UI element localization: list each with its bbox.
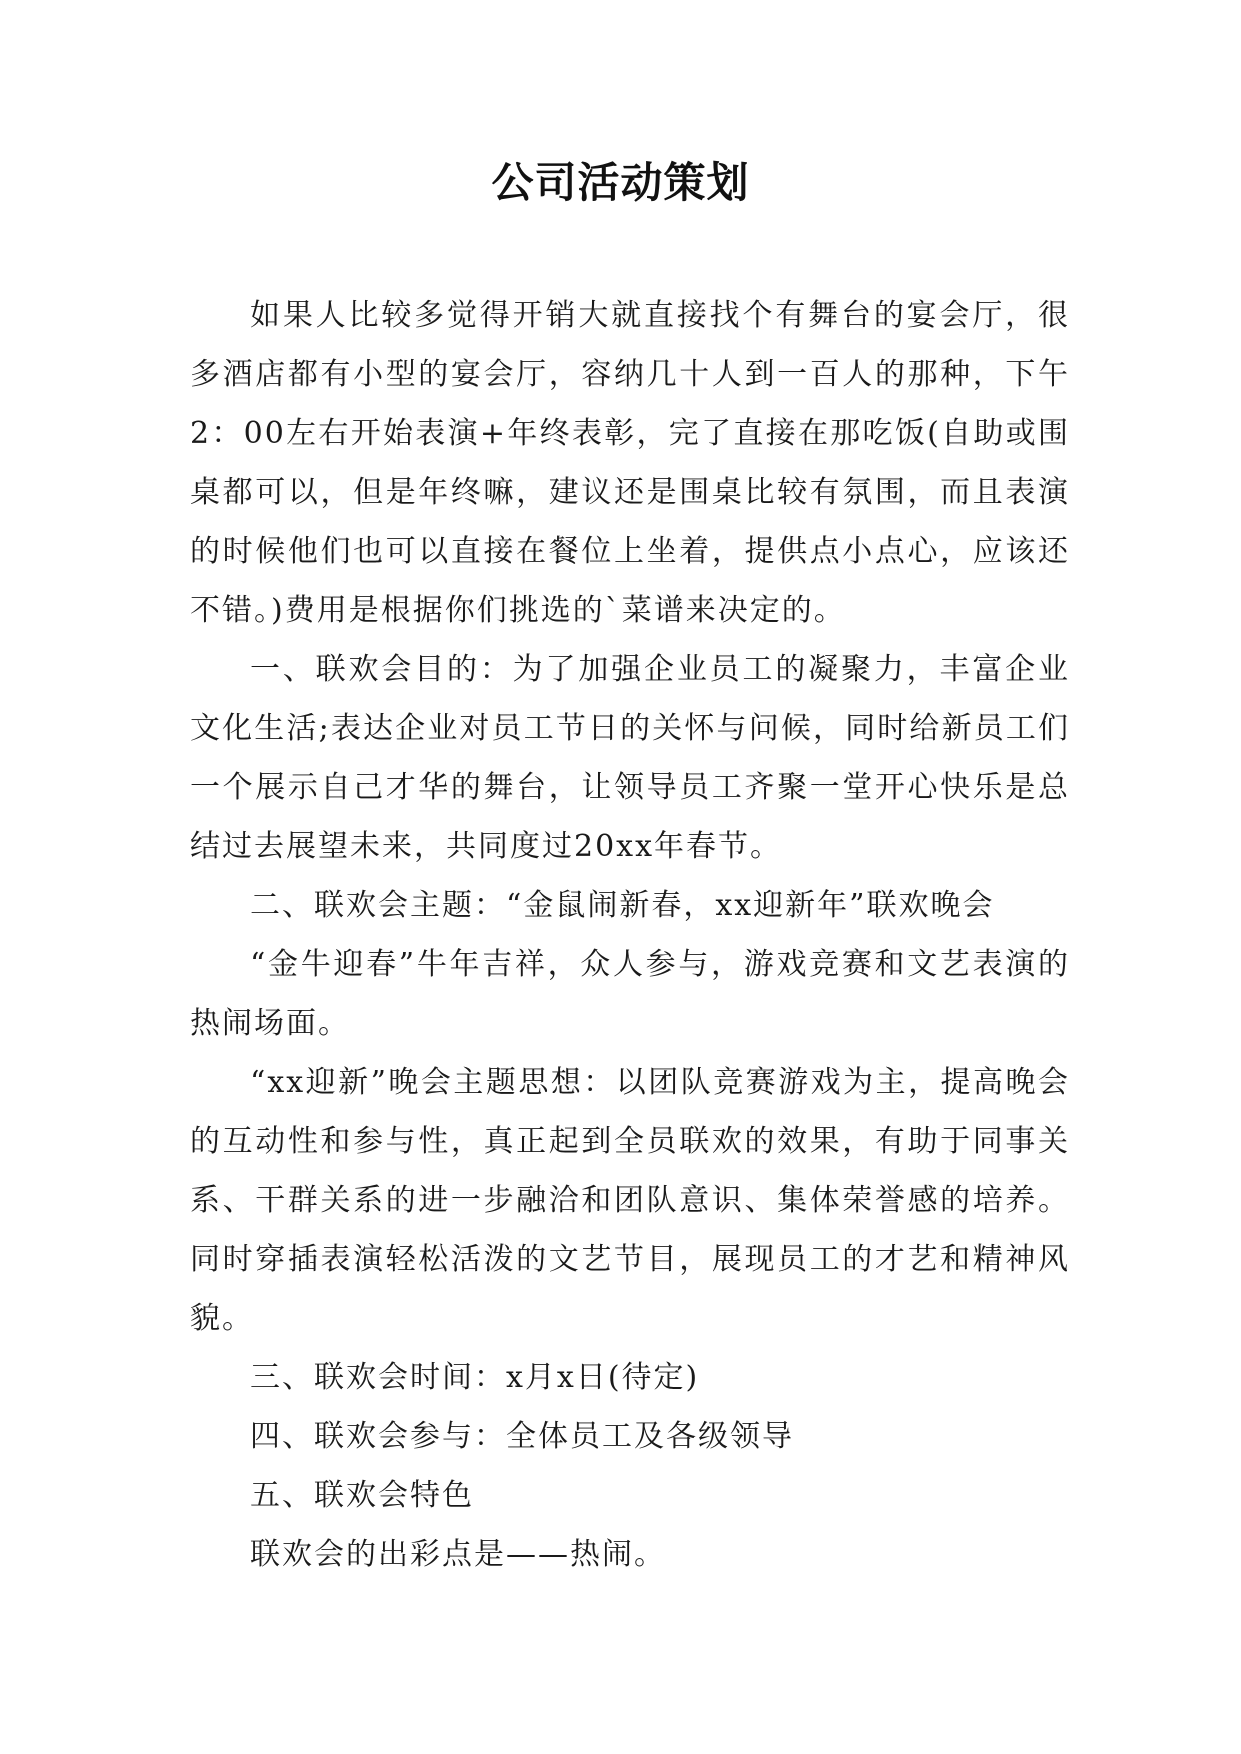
- document-body: [190, 286, 1070, 1584]
- page-title: 公司活动策划: [491, 158, 750, 207]
- paragraph-participants: 四、联欢会参与：全体员工及各级领导: [250, 1419, 794, 1454]
- paragraph-features: 五、联欢会特色: [250, 1478, 474, 1513]
- paragraph-highlight: 联欢会的出彩点是——热闹。: [250, 1537, 666, 1572]
- paragraph-venue: 如果人比较多觉得开销大就直接找个有舞台的宴会厅，很多酒店都有小型的宴会厅，容纳几十人到一百人的那种，下午2：00左右开始表演+年终表彰，完了直接在那吃饭(自助或围桌都可以，但是年终嘛，建议还是围桌比较有氛围，而且表演的时候他们也可以直接在餐位上坐着，提供点小点心，应该还不错。)费用是根据你们挑选的`菜谱来决定的。: [190, 298, 1070, 628]
- paragraph-theme: 二、联欢会主题：“金鼠闹新春，xx迎新年”联欢晚会: [250, 888, 995, 923]
- paragraph-purpose: 一、联欢会目的：为了加强企业员工的凝聚力，丰富企业文化生活;表达企业对员工节日的关怀与问候，同时给新员工们一个展示自己才华的舞台，让领导员工齐聚一堂开心快乐是总结过去展望未来，共同度过20xx年春节。: [190, 652, 1070, 864]
- paragraph-time: 三、联欢会时间：x月x日(待定): [250, 1360, 700, 1395]
- paragraph-theme-idea: “xx迎新”晚会主题思想：以团队竞赛游戏为主，提高晚会的互动性和参与性，真正起到全员联欢的效果，有助于同事关系、干群关系的进一步融洽和团队意识、集体荣誉感的培养。同时穿插表演轻松活泼的文艺节目，展现员工的才艺和精神风貌。: [190, 1065, 1070, 1336]
- paragraph-golden-ox: “金牛迎春”牛年吉祥，众人参与，游戏竞赛和文艺表演的热闹场面。: [190, 947, 1070, 1041]
